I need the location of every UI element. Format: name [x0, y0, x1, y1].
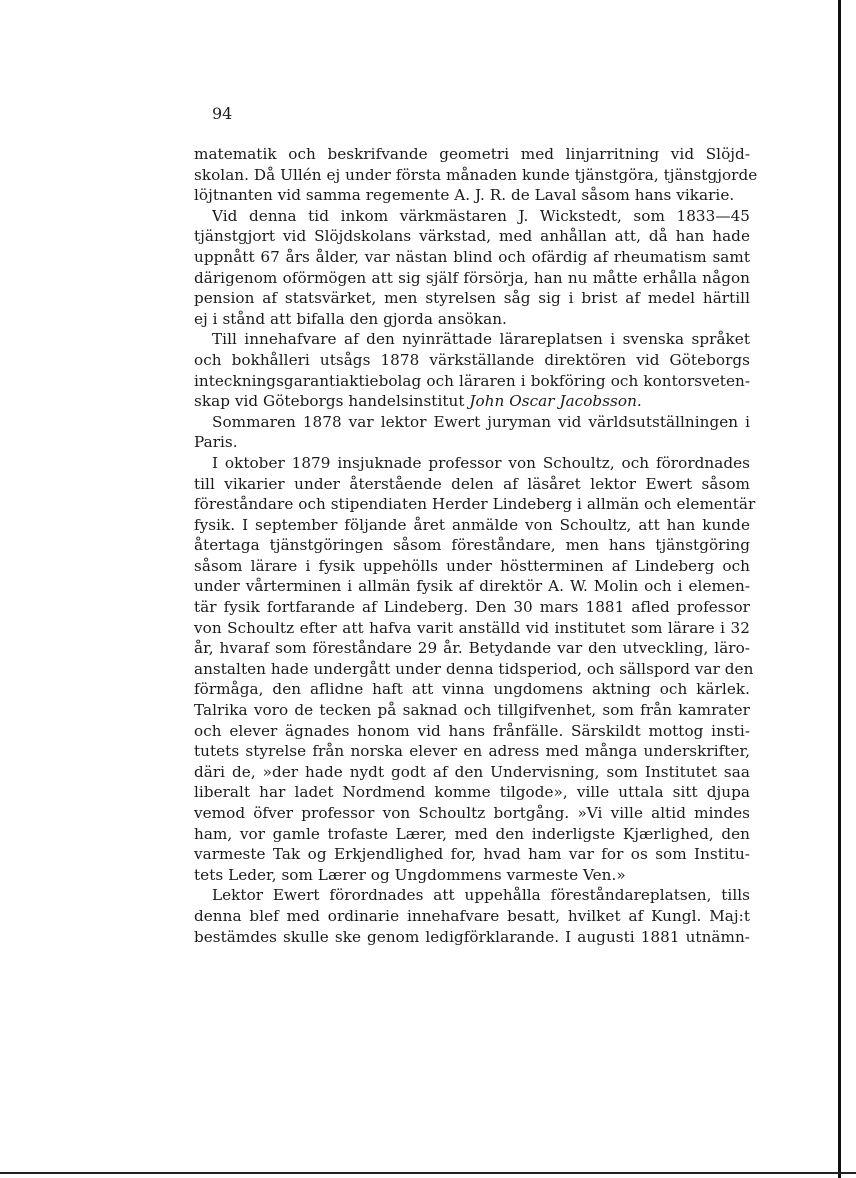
- text-line: [194, 638, 750, 659]
- text-line-content: skolan. Då Ullén ej under första månaden kunde tjänstgöra, tjänstgjorde: [194, 165, 758, 184]
- text-line-content: under vårterminen i allmän fysik af direktör A. W. Molin och i elemen-: [194, 577, 750, 596]
- text-line-content: bestämdes skulle ske genom ledigförklarande. I augusti 1881 utnämn-: [194, 927, 750, 946]
- text-line-content: löjtnanten vid samma regemente A. J. R. de Laval såsom hans vikarie.: [194, 186, 735, 205]
- text-line: [194, 185, 750, 206]
- text-line-content: Paris.: [194, 433, 238, 452]
- text-line: [194, 432, 750, 453]
- body-text: [194, 144, 758, 947]
- text-line-content: inteckningsgarantiaktiebolag och läraren i bokföring och kontorsveten-: [194, 371, 750, 390]
- text-line-content: tutets styrelse från norska elever en adress med många underskrifter,: [194, 742, 750, 761]
- text-line-content: Vid denna tid inkom värkmästaren J. Wickstedt, som 1833—45: [212, 206, 750, 225]
- text-line-content: år, hvaraf som föreståndare 29 år. Betydande var den utveckling, läro-: [194, 639, 750, 658]
- text-line: [194, 597, 750, 618]
- text-line: [194, 721, 750, 742]
- text-line: [194, 679, 750, 700]
- text-line: [194, 576, 750, 597]
- text-line-content: och bokhålleri utsågs 1878 värkställande direktören vid Göteborgs: [194, 350, 750, 369]
- text-line: [194, 515, 750, 536]
- text-line: [194, 762, 750, 783]
- text-line-content: pension af statsvärket, men styrelsen såg sig i brist af medel härtill: [194, 289, 750, 308]
- text-line: [194, 618, 750, 639]
- text-line: [194, 247, 750, 268]
- text-line: [194, 268, 750, 289]
- text-line: [194, 865, 750, 886]
- text-line-content: I oktober 1879 insjuknade professor von Schoultz, och förordnades: [212, 453, 750, 472]
- text-line-content: Talrika voro de tecken på saknad och tillgifvenhet, som från kamrater: [194, 701, 750, 720]
- text-line-content: liberalt har ladet Nordmend komme tilgode», ville uttala sitt djupa: [194, 783, 750, 802]
- text-line-content: Sommaren 1878 var lektor Ewert juryman vid världsutställningen i: [212, 412, 750, 431]
- text-line: [194, 556, 750, 577]
- text-line-content: Till innehafvare af den nyinrättade lärareplatsen i svenska språket: [212, 330, 750, 349]
- text-line: [194, 659, 754, 680]
- text-line: [194, 371, 750, 392]
- text-line: [194, 350, 750, 371]
- text-line-content: denna blef med ordinarie innehafvare besatt, hvilket af Kungl. Maj:t: [194, 906, 750, 925]
- text-line-content: till vikarier under återstående delen af läsåret lektor Ewert såsom: [194, 474, 750, 493]
- text-line: [194, 453, 750, 474]
- text-line: [194, 494, 756, 515]
- text-line: [194, 309, 750, 330]
- text-line-content: återtaga tjänstgöringen såsom föreståndare, men hans tjänstgöring: [194, 536, 750, 555]
- text-line: [194, 412, 750, 433]
- text-line: [194, 474, 750, 495]
- text-line-content: varmeste Tak og Erkjendlighed for, hvad ham var for os som Institu-: [194, 845, 750, 864]
- text-line: [194, 329, 750, 350]
- text-line: [194, 206, 750, 227]
- text-line-content: och elever ägnades honom vid hans frånfälle. Särskildt mottog insti-: [194, 721, 750, 740]
- text-line: [194, 226, 750, 247]
- text-line: [194, 391, 750, 412]
- scan-edge-right: [838, 0, 841, 1178]
- page-number: 94: [212, 104, 233, 123]
- text-line-content: tets Leder, som Lærer og Ungdommens varmeste Ven.»: [194, 865, 626, 884]
- text-line: [194, 741, 750, 762]
- text-line-content: ham, vor gamle trofaste Lærer, med den inderligste Kjærlighed, den: [194, 824, 750, 843]
- text-line: [194, 927, 750, 948]
- text-line-content: fysik. I september följande året anmälde von Schoultz, att han kunde: [194, 515, 750, 534]
- text-line-content: därigenom oförmögen att sig själf försörja, han nu måtte erhålla någon: [194, 268, 750, 287]
- text-line-content: Lektor Ewert förordnades att uppehålla föreståndareplatsen, tills: [212, 886, 750, 905]
- text-line-content: von Schoultz efter att hafva varit anställd vid institutet som lärare i 32: [194, 618, 750, 637]
- text-line-content: vemod öfver professor von Schoultz bortgång. »Vi ville altid mindes: [194, 804, 750, 822]
- text-line: [194, 165, 758, 186]
- text-line: [194, 885, 750, 906]
- text-line-content: uppnått 67 års ålder, var nästan blind och ofärdig af rheumatism samt: [194, 247, 750, 266]
- text-line-content: anstalten hade undergått under denna tidsperiod, och sällspord var den: [194, 659, 754, 678]
- text-line: [194, 782, 750, 803]
- text-line-content: skap vid Göteborgs handelsinstitut: [194, 392, 470, 411]
- text-line-content: matematik och beskrifvande geometri med linjarritning vid Slöjd-: [194, 145, 750, 163]
- text-line-content: förmåga, den aflidne haft att vinna ungdomens aktning och kärlek.: [194, 680, 750, 699]
- text-line-content: ej i stånd att bifalla den gjorda ansökan.: [194, 309, 507, 328]
- text-line: [194, 144, 750, 165]
- text-line-content: föreståndare och stipendiaten Herder Lindeberg i allmän och elementär: [194, 495, 756, 514]
- text-line: [194, 535, 750, 556]
- text-line: [194, 824, 750, 845]
- text-line-content: tjänstgjort vid Slöjdskolans värkstad, med anhållan att, då han hade: [194, 227, 750, 246]
- text-line-content: däri de, »der hade nydt godt af den Undervisning, som Institutet saa: [194, 762, 750, 781]
- italic-name: John Oscar Jacobsson.: [469, 392, 642, 411]
- text-line: [194, 906, 750, 927]
- text-line: [194, 700, 750, 721]
- scan-edge-bottom: [0, 1172, 856, 1174]
- text-line-content: såsom lärare i fysik uppehölls under höstterminen af Lindeberg och: [194, 556, 750, 575]
- text-line: [194, 803, 750, 824]
- text-line: [194, 288, 750, 309]
- text-line: [194, 844, 750, 865]
- text-line-content: tär fysik fortfarande af Lindeberg. Den 30 mars 1881 afled professor: [194, 598, 750, 617]
